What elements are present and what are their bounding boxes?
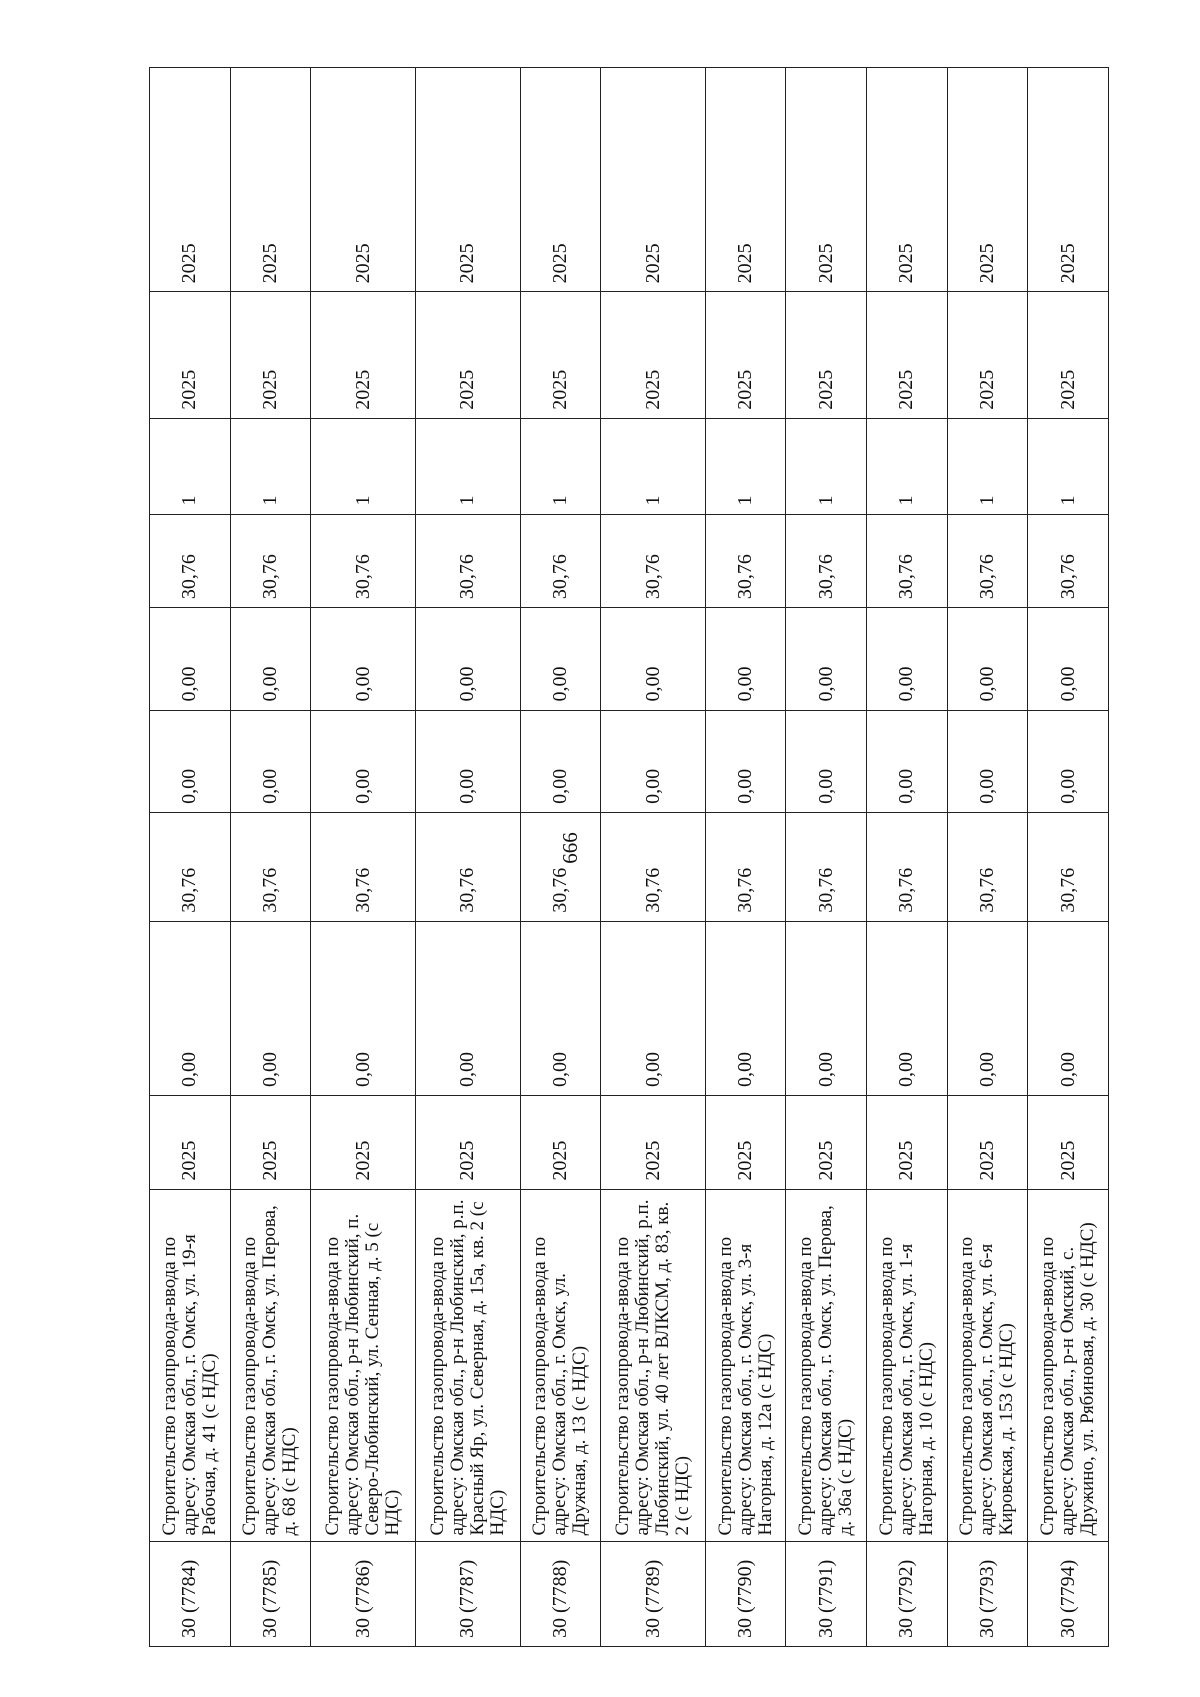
value-cell: 30,76: [705, 812, 786, 921]
year-cell: 2025: [150, 292, 231, 418]
year-cell: 2025: [947, 68, 1028, 292]
table-row: [867, 68, 948, 1647]
year-cell: 2025: [601, 1096, 706, 1190]
value-cell: 0,00: [867, 921, 948, 1095]
quantity-cell: 1: [311, 418, 416, 514]
quantity-cell: 1: [415, 418, 520, 514]
value-cell: 0,00: [867, 710, 948, 812]
value-cell: 30,76: [230, 514, 311, 608]
year-cell: 2025: [601, 292, 706, 418]
value-cell: 0,00: [150, 921, 231, 1095]
value-cell: 30,76: [150, 514, 231, 608]
value-cell: 30,76: [311, 812, 416, 921]
value-cell: 30,76: [520, 812, 601, 921]
year-cell: 2025: [415, 292, 520, 418]
value-cell: 0,00: [415, 608, 520, 710]
value-cell: 0,00: [705, 710, 786, 812]
value-cell: 0,00: [520, 608, 601, 710]
value-cell: 0,00: [230, 710, 311, 812]
value-cell: 0,00: [947, 608, 1028, 710]
project-id-cell: 30 (7786): [311, 1542, 416, 1647]
rotated-table-container: [149, 67, 1109, 1647]
project-description-cell: Строительство газопровода-ввода по адресу: Омская обл., г. Омск, ул. 3-я Нагорная, д. 12а (с НДС): [705, 1189, 786, 1542]
value-cell: 0,00: [415, 710, 520, 812]
year-cell: 2025: [705, 1096, 786, 1190]
year-cell: 2025: [150, 1096, 231, 1190]
quantity-cell: 1: [947, 418, 1028, 514]
year-cell: 2025: [311, 68, 416, 292]
project-description-cell: Строительство газопровода-ввода по адресу: Омская обл., г. Омск, ул. Дружная, д. 13 (с НДС): [520, 1189, 601, 1542]
table-row: [1028, 68, 1109, 1647]
year-cell: 2025: [1028, 1096, 1109, 1190]
value-cell: 30,76: [867, 514, 948, 608]
value-cell: 0,00: [150, 608, 231, 710]
project-id-cell: 30 (7789): [601, 1542, 706, 1647]
quantity-cell: 1: [705, 418, 786, 514]
quantity-cell: 1: [786, 418, 867, 514]
value-cell: 0,00: [705, 608, 786, 710]
value-cell: 30,76: [947, 514, 1028, 608]
year-cell: 2025: [867, 1096, 948, 1190]
project-id-cell: 30 (7787): [415, 1542, 520, 1647]
value-cell: 0,00: [786, 710, 867, 812]
year-cell: 2025: [520, 68, 601, 292]
project-description-cell: Строительство газопровода-ввода по адресу: Омская обл., г. Омск, ул. 1-я Нагорная, д. 10 (с НДС): [867, 1189, 948, 1542]
value-cell: 30,76: [230, 812, 311, 921]
year-cell: 2025: [230, 292, 311, 418]
table-row: [311, 68, 416, 1647]
table-row: [947, 68, 1028, 1647]
value-cell: 0,00: [230, 608, 311, 710]
project-id-cell: 30 (7794): [1028, 1542, 1109, 1647]
value-cell: 0,00: [520, 921, 601, 1095]
project-id-cell: 30 (7790): [705, 1542, 786, 1647]
year-cell: 2025: [415, 68, 520, 292]
value-cell: 0,00: [1028, 608, 1109, 710]
project-id-cell: 30 (7793): [947, 1542, 1028, 1647]
table-row: [601, 68, 706, 1647]
quantity-cell: 1: [230, 418, 311, 514]
table-row: [415, 68, 520, 1647]
year-cell: 2025: [230, 1096, 311, 1190]
project-id-cell: 30 (7784): [150, 1542, 231, 1647]
year-cell: 2025: [947, 1096, 1028, 1190]
value-cell: 0,00: [867, 608, 948, 710]
year-cell: 2025: [867, 68, 948, 292]
year-cell: 2025: [1028, 292, 1109, 418]
value-cell: 0,00: [311, 608, 416, 710]
value-cell: 0,00: [230, 921, 311, 1095]
quantity-cell: 1: [867, 418, 948, 514]
project-id-cell: 30 (7792): [867, 1542, 948, 1647]
table-row: [230, 68, 311, 1647]
value-cell: 30,76: [601, 812, 706, 921]
table-row: [520, 68, 601, 1647]
value-cell: 30,76: [311, 514, 416, 608]
value-cell: 30,76: [786, 514, 867, 608]
year-cell: 2025: [601, 68, 706, 292]
investment-projects-table: [149, 67, 1109, 1647]
value-cell: 0,00: [1028, 921, 1109, 1095]
value-cell: 0,00: [786, 608, 867, 710]
year-cell: 2025: [705, 68, 786, 292]
value-cell: 30,76: [1028, 514, 1109, 608]
year-cell: 2025: [947, 292, 1028, 418]
project-description-cell: Строительство газопровода-ввода по адресу: Омская обл., г. Омск, ул. 6-я Кировская, д. 153 (с НДС): [947, 1189, 1028, 1542]
project-description-cell: Строительство газопровода-ввода по адресу: Омская обл., г. Омск, ул. Перова, д. 36а (с НДС): [786, 1189, 867, 1542]
year-cell: 2025: [786, 292, 867, 418]
project-description-cell: Строительство газопровода-ввода по адресу: Омская обл., г. Омск, ул. Перова, д. 68 (с НДС): [230, 1189, 311, 1542]
project-id-cell: 30 (7788): [520, 1542, 601, 1647]
value-cell: 0,00: [311, 921, 416, 1095]
value-cell: 0,00: [947, 710, 1028, 812]
value-cell: 0,00: [601, 921, 706, 1095]
year-cell: 2025: [415, 1096, 520, 1190]
project-description-cell: Строительство газопровода-ввода по адресу: Омская обл., г. Омск, ул. 19-я Рабочая, д. 41 (с НДС): [150, 1189, 231, 1542]
value-cell: 0,00: [520, 710, 601, 812]
value-cell: 0,00: [786, 921, 867, 1095]
year-cell: 2025: [1028, 68, 1109, 292]
value-cell: 0,00: [311, 710, 416, 812]
page-number: 666: [558, 832, 582, 864]
project-description-cell: Строительство газопровода-ввода по адресу: Омская обл., р-н Любинский, р.п. Красный Яр, ул. Северная, д. 15а, кв. 2 (с НДС): [415, 1189, 520, 1542]
value-cell: 30,76: [601, 514, 706, 608]
year-cell: 2025: [520, 292, 601, 418]
table-row: [150, 68, 231, 1647]
value-cell: 30,76: [705, 514, 786, 608]
value-cell: 30,76: [867, 812, 948, 921]
value-cell: 0,00: [150, 710, 231, 812]
value-cell: 30,76: [786, 812, 867, 921]
value-cell: 0,00: [1028, 710, 1109, 812]
value-cell: 30,76: [415, 514, 520, 608]
value-cell: 30,76: [150, 812, 231, 921]
year-cell: 2025: [311, 1096, 416, 1190]
value-cell: 0,00: [601, 608, 706, 710]
value-cell: 0,00: [601, 710, 706, 812]
project-description-cell: Строительство газопровода-ввода по адресу: Омская обл., р-н Любинский, п. Северо-Любинский, ул. Сенная, д. 5 (с НДС): [311, 1189, 416, 1542]
quantity-cell: 1: [1028, 418, 1109, 514]
value-cell: 0,00: [415, 921, 520, 1095]
year-cell: 2025: [520, 1096, 601, 1190]
table-row: [786, 68, 867, 1647]
value-cell: 30,76: [520, 514, 601, 608]
project-description-cell: Строительство газопровода-ввода по адресу: Омская обл., р-н Любинский, р.п. Любинский, ул. 40 лет ВЛКСМ, д. 83, кв. 2 (с НДС): [601, 1189, 706, 1542]
value-cell: 30,76: [1028, 812, 1109, 921]
quantity-cell: 1: [601, 418, 706, 514]
value-cell: 30,76: [415, 812, 520, 921]
year-cell: 2025: [786, 68, 867, 292]
year-cell: 2025: [786, 1096, 867, 1190]
year-cell: 2025: [705, 292, 786, 418]
project-id-cell: 30 (7791): [786, 1542, 867, 1647]
value-cell: 0,00: [705, 921, 786, 1095]
quantity-cell: 1: [520, 418, 601, 514]
year-cell: 2025: [230, 68, 311, 292]
quantity-cell: 1: [150, 418, 231, 514]
table-row: [705, 68, 786, 1647]
year-cell: 2025: [150, 68, 231, 292]
project-description-cell: Строительство газопровода-ввода по адресу: Омская обл., р-н Омский, с. Дружино, ул. Рябиновая, д. 30 (с НДС): [1028, 1189, 1109, 1542]
value-cell: 0,00: [947, 921, 1028, 1095]
year-cell: 2025: [867, 292, 948, 418]
table-body: [150, 68, 1109, 1647]
value-cell: 30,76: [947, 812, 1028, 921]
year-cell: 2025: [311, 292, 416, 418]
project-id-cell: 30 (7785): [230, 1542, 311, 1647]
